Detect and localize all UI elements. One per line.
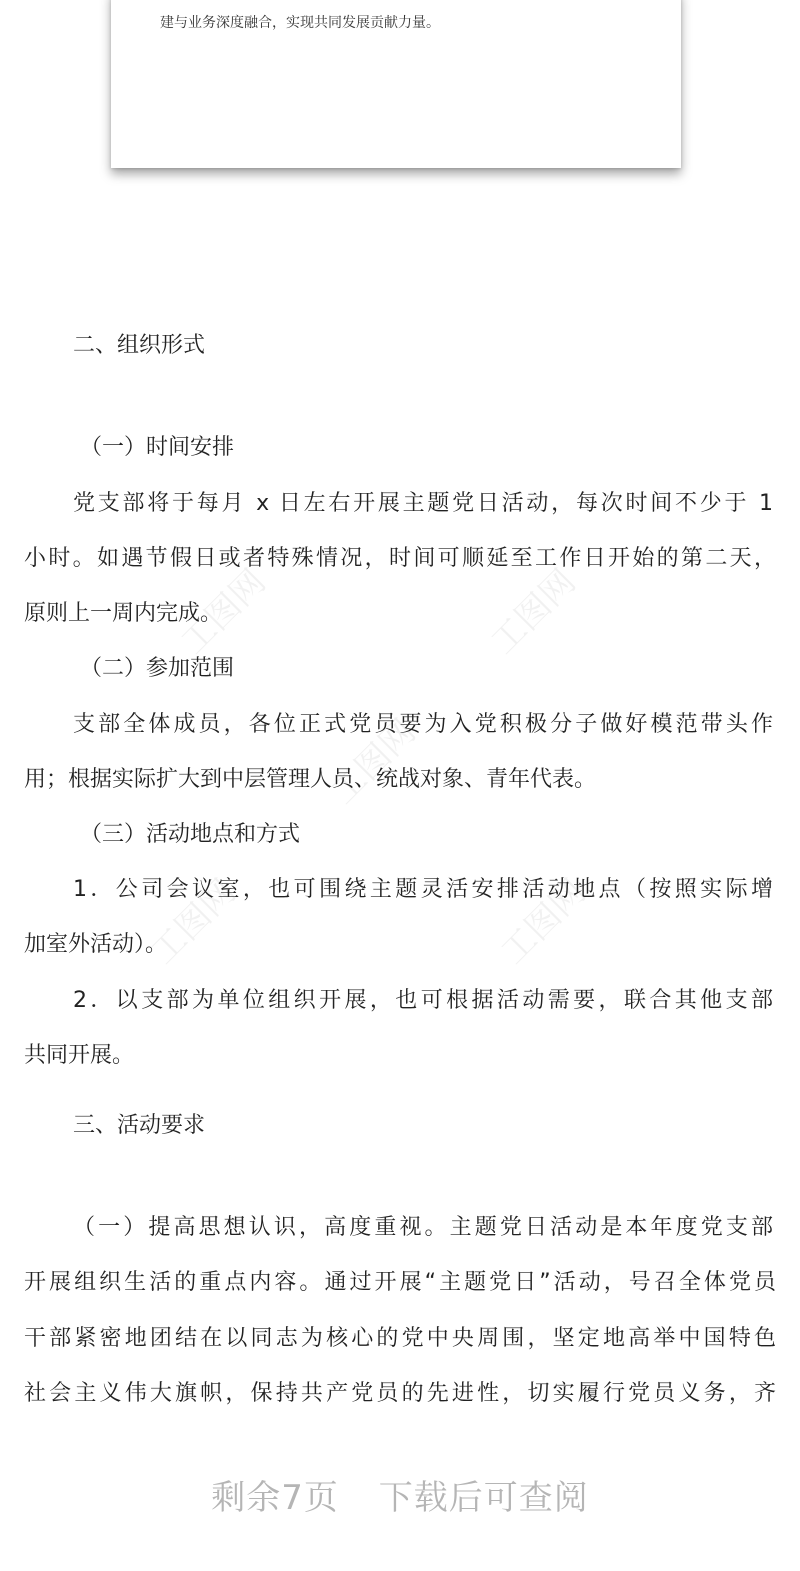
- watermark: 工图网: [493, 871, 594, 973]
- watermark: 工图网: [173, 561, 274, 663]
- paragraph-line: 干部紧密地团结在以同志为核心的党中央周围，坚定地高举中国特色: [24, 1326, 776, 1351]
- subsection-heading: （一）时间安排: [80, 435, 235, 460]
- subsection-heading: （二）参加范围: [80, 656, 235, 681]
- paragraph-line: 加室外活动）。: [24, 932, 168, 957]
- remaining-pages-label: 剩余7页: [211, 1478, 339, 1518]
- download-to-view-label: 下载后可查阅: [378, 1478, 589, 1518]
- paragraph-line: 1．公司会议室，也可围绕主题灵活安排活动地点（按照实际增: [73, 877, 773, 902]
- paragraph-line: 共同开展。: [24, 1043, 135, 1068]
- paragraph-line: 原则上一周内完成。: [24, 601, 223, 626]
- watermark: 工图网: [483, 561, 584, 663]
- paragraph-line: （一）提高思想认识，高度重视。主题党日活动是本年度党支部: [73, 1215, 773, 1240]
- paragraph-line: 2．以支部为单位组织开展，也可根据活动需要，联合其他支部: [73, 988, 773, 1013]
- paragraph-line: 开展组织生活的重点内容。通过开展“主题党日”活动，号召全体党员: [24, 1270, 776, 1295]
- paragraph-line: 用；根据实际扩大到中层管理人员、统战对象、青年代表。: [24, 767, 597, 792]
- section-heading: 三、活动要求: [73, 1113, 206, 1138]
- paragraph-line: 支部全体成员，各位正式党员要为入党积极分子做好模范带头作: [73, 712, 773, 737]
- subsection-heading: （三）活动地点和方式: [80, 822, 301, 847]
- section-heading: 二、组织形式: [73, 333, 206, 358]
- download-prompt[interactable]: [0, 1470, 800, 1519]
- previous-page-card: [111, 0, 681, 168]
- paragraph-line: 小时。如遇节假日或者特殊情况，时间可顺延至工作日开始的第二天，: [24, 546, 776, 571]
- paragraph-line: 党支部将于每月 x 日左右开展主题党日活动，每次时间不少于 1: [73, 491, 773, 516]
- paragraph-line: 社会主义伟大旗帜，保持共产党员的先进性，切实履行党员义务，齐: [24, 1381, 776, 1406]
- watermark: 工图网: [323, 711, 424, 813]
- watermark: 工图网: [143, 871, 244, 973]
- previous-page-text: 建与业务深度融合，实现共同发展贡献力量。: [160, 15, 440, 31]
